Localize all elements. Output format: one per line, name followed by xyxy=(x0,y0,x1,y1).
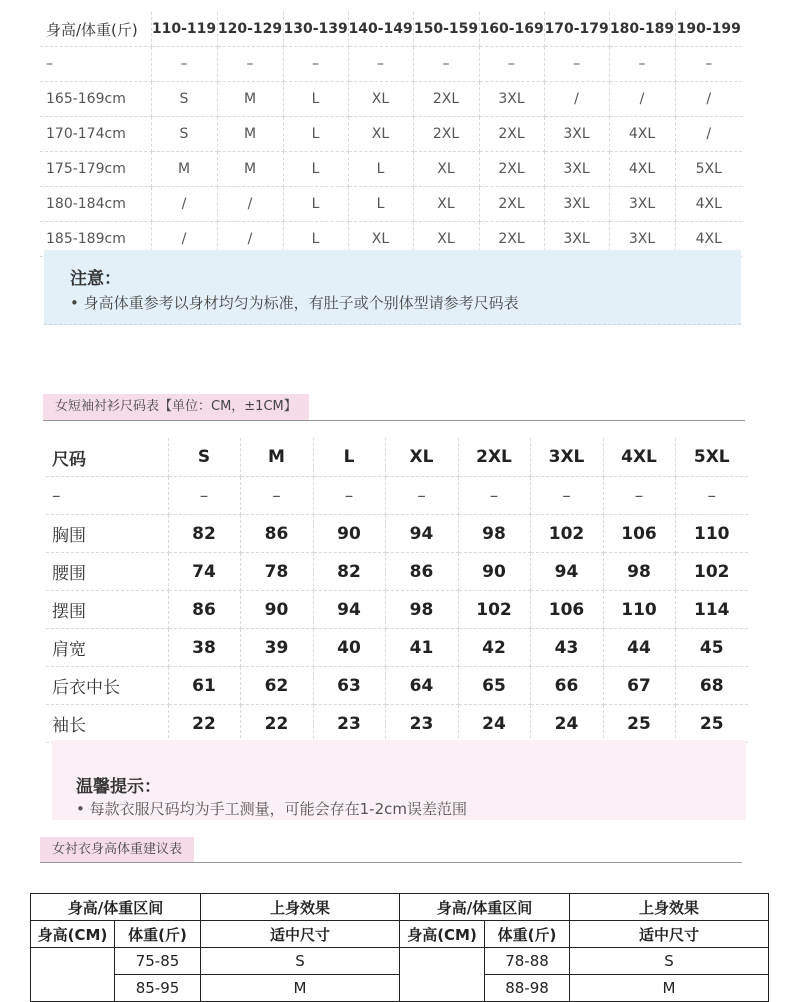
table-cell: XL xyxy=(413,187,479,222)
tip-box xyxy=(52,740,746,820)
header-cell: 适中尺寸 xyxy=(570,921,769,948)
table-row xyxy=(46,477,748,515)
table-cell: 4XL xyxy=(609,152,675,187)
section-title-recommendation: 女衬衣身高体重建议表 xyxy=(40,837,194,863)
table-cell: 102 xyxy=(458,591,530,629)
header-cell: 4XL xyxy=(603,438,675,477)
table-cell: 4XL xyxy=(675,222,742,257)
table-cell: – xyxy=(313,477,385,515)
table-cell: 102 xyxy=(530,515,603,553)
header-cell: 170-179 xyxy=(544,12,609,47)
table-cell: – xyxy=(603,477,675,515)
table-cell xyxy=(31,948,115,1002)
table-header-row xyxy=(40,12,742,47)
table-cell: 106 xyxy=(603,515,675,553)
header-cell: 5XL xyxy=(675,438,748,477)
table-cell: 3XL xyxy=(609,222,675,257)
table-cell: 44 xyxy=(603,629,675,667)
table-cell: – xyxy=(168,477,240,515)
table-cell: 22 xyxy=(240,705,313,743)
header-cell: 130-139 xyxy=(283,12,348,47)
table-row xyxy=(46,515,748,553)
table-cell: 106 xyxy=(530,591,603,629)
table-cell: S xyxy=(201,948,400,975)
table-cell: / xyxy=(544,82,609,117)
table-cell: 68 xyxy=(675,667,748,705)
table-row xyxy=(46,591,748,629)
table-cell: – xyxy=(151,47,217,82)
table-cell: M xyxy=(151,152,217,187)
table-cell: / xyxy=(217,187,283,222)
table-cell: – xyxy=(675,47,742,82)
table-cell: XL xyxy=(348,222,413,257)
row-label: 胸围 xyxy=(46,515,168,553)
table-cell: 42 xyxy=(458,629,530,667)
table-cell: 24 xyxy=(530,705,603,743)
table-cell: 3XL xyxy=(544,117,609,152)
table-cell: – xyxy=(675,477,748,515)
table-cell: 40 xyxy=(313,629,385,667)
table-cell: 3XL xyxy=(544,222,609,257)
table-cell: L xyxy=(283,117,348,152)
header-cell: 160-169 xyxy=(479,12,544,47)
table-row xyxy=(46,667,748,705)
table-cell: 25 xyxy=(675,705,748,743)
table-cell: / xyxy=(217,222,283,257)
header-cell: 180-189 xyxy=(609,12,675,47)
row-label: 腰围 xyxy=(46,553,168,591)
table-row xyxy=(40,47,742,82)
table-cell: M xyxy=(217,117,283,152)
header-cell: 140-149 xyxy=(348,12,413,47)
table-cell: 90 xyxy=(240,591,313,629)
table-cell: 102 xyxy=(675,553,748,591)
table-cell: 25 xyxy=(603,705,675,743)
table-cell: 78 xyxy=(240,553,313,591)
header-cell: 120-129 xyxy=(217,12,283,47)
table-cell: 98 xyxy=(385,591,458,629)
header-cell: 2XL xyxy=(458,438,530,477)
row-label: 后衣中长 xyxy=(46,667,168,705)
header-cell: 身高(CM) xyxy=(31,921,115,948)
table-cell: 110 xyxy=(675,515,748,553)
table-cell: 82 xyxy=(168,515,240,553)
header-cell: 3XL xyxy=(530,438,603,477)
row-label: 165-169cm xyxy=(40,82,151,117)
table-cell: 24 xyxy=(458,705,530,743)
header-cell: 190-199 xyxy=(675,12,742,47)
header-cell: 身高/体重区间 xyxy=(400,894,570,921)
table-cell: M xyxy=(217,82,283,117)
table-cell: – xyxy=(385,477,458,515)
table-cell: 61 xyxy=(168,667,240,705)
table-row xyxy=(46,705,748,743)
header-cell: 尺码 xyxy=(46,438,168,477)
header-cell: 身高/体重(斤) xyxy=(40,12,151,47)
table-cell: 2XL xyxy=(413,117,479,152)
table-cell: 86 xyxy=(168,591,240,629)
header-cell: 身高(CM) xyxy=(400,921,485,948)
table-cell: 4XL xyxy=(609,117,675,152)
note-box xyxy=(44,250,741,325)
header-cell: 体重(斤) xyxy=(115,921,201,948)
table-cell: 63 xyxy=(313,667,385,705)
table-cell: M xyxy=(570,975,769,1002)
table-cell: 98 xyxy=(603,553,675,591)
table-cell: L xyxy=(283,222,348,257)
table-cell: 64 xyxy=(385,667,458,705)
table-cell: – xyxy=(240,477,313,515)
table-cell: 3XL xyxy=(609,187,675,222)
table-cell: 86 xyxy=(385,553,458,591)
section-divider xyxy=(43,420,745,421)
header-cell: 150-159 xyxy=(413,12,479,47)
table-cell: 85-95 xyxy=(115,975,201,1002)
header-cell: 110-119 xyxy=(151,12,217,47)
row-label: 肩宽 xyxy=(46,629,168,667)
table-cell: 65 xyxy=(458,667,530,705)
table-cell: / xyxy=(151,187,217,222)
table-cell: – xyxy=(348,47,413,82)
table-cell: 2XL xyxy=(479,117,544,152)
row-label: 175-179cm xyxy=(40,152,151,187)
table-cell: 67 xyxy=(603,667,675,705)
recommendation-table xyxy=(30,893,769,1002)
row-label: – xyxy=(40,47,151,82)
row-label: – xyxy=(46,477,168,515)
table-cell: / xyxy=(675,117,742,152)
table-cell: S xyxy=(570,948,769,975)
table-cell: 90 xyxy=(313,515,385,553)
table-cell: L xyxy=(348,187,413,222)
header-cell: XL xyxy=(385,438,458,477)
table-cell: 4XL xyxy=(675,187,742,222)
table-cell: XL xyxy=(413,152,479,187)
table-cell: 3XL xyxy=(544,187,609,222)
table-cell: 3XL xyxy=(544,152,609,187)
note-text: • 身高体重参考以身材均匀为标准，有肚子或个别体型请参考尺码表 xyxy=(70,294,519,312)
row-label: 摆围 xyxy=(46,591,168,629)
table-cell: 22 xyxy=(168,705,240,743)
table-cell: – xyxy=(413,47,479,82)
table-cell: – xyxy=(609,47,675,82)
table-header-row xyxy=(46,438,748,477)
table-cell: 41 xyxy=(385,629,458,667)
table-cell: 5XL xyxy=(675,152,742,187)
table-cell: 62 xyxy=(240,667,313,705)
table-cell: 94 xyxy=(385,515,458,553)
table-cell: 94 xyxy=(313,591,385,629)
header-cell: L xyxy=(313,438,385,477)
table-cell: 43 xyxy=(530,629,603,667)
table-cell: 23 xyxy=(313,705,385,743)
table-cell: 75-85 xyxy=(115,948,201,975)
table-cell: 2XL xyxy=(413,82,479,117)
table-cell: S xyxy=(151,82,217,117)
table-cell xyxy=(400,948,485,1002)
table-cell: 98 xyxy=(458,515,530,553)
header-cell: 上身效果 xyxy=(570,894,769,921)
table-cell: – xyxy=(458,477,530,515)
table-cell: / xyxy=(609,82,675,117)
table-cell: – xyxy=(479,47,544,82)
table-cell: 2XL xyxy=(479,187,544,222)
table-row xyxy=(40,187,742,222)
table-cell: L xyxy=(348,152,413,187)
size-chart-table xyxy=(46,438,748,743)
table-cell: M xyxy=(217,152,283,187)
table-cell: 94 xyxy=(530,553,603,591)
table-row xyxy=(46,629,748,667)
table-row xyxy=(46,553,748,591)
table-row xyxy=(31,948,769,975)
table-header-row xyxy=(31,894,769,921)
header-cell: 适中尺寸 xyxy=(201,921,400,948)
table-cell: 74 xyxy=(168,553,240,591)
table-cell: 23 xyxy=(385,705,458,743)
table-cell: 78-88 xyxy=(485,948,570,975)
section-title-size-chart: 女短袖衬衫尺码表【单位：CM，±1CM】 xyxy=(43,394,309,420)
header-cell: 上身效果 xyxy=(201,894,400,921)
table-cell: / xyxy=(675,82,742,117)
row-label: 170-174cm xyxy=(40,117,151,152)
table-cell: 86 xyxy=(240,515,313,553)
note-title: 注意： xyxy=(70,269,121,289)
table-cell: / xyxy=(151,222,217,257)
table-cell: L xyxy=(283,187,348,222)
table-cell: – xyxy=(283,47,348,82)
table-cell: 90 xyxy=(458,553,530,591)
table-cell: 3XL xyxy=(479,82,544,117)
table-cell: L xyxy=(283,82,348,117)
table-cell: – xyxy=(544,47,609,82)
tip-text: • 每款衣服尺码均为手工测量，可能会存在1-2cm误差范围 xyxy=(76,800,467,818)
table-cell: 82 xyxy=(313,553,385,591)
header-cell: 体重(斤) xyxy=(485,921,570,948)
table-row xyxy=(40,82,742,117)
height-weight-table xyxy=(40,12,742,257)
tip-title: 温馨提示： xyxy=(76,777,161,797)
table-cell: 2XL xyxy=(479,152,544,187)
table-cell: M xyxy=(201,975,400,1002)
table-cell: XL xyxy=(413,222,479,257)
table-cell: 38 xyxy=(168,629,240,667)
table-row xyxy=(40,152,742,187)
header-cell: 身高/体重区间 xyxy=(31,894,201,921)
table-cell: 39 xyxy=(240,629,313,667)
table-cell: – xyxy=(530,477,603,515)
table-subheader-row xyxy=(31,921,769,948)
section-divider xyxy=(40,862,742,863)
row-label: 185-189cm xyxy=(40,222,151,257)
header-cell: M xyxy=(240,438,313,477)
row-label: 袖长 xyxy=(46,705,168,743)
table-cell: L xyxy=(283,152,348,187)
table-cell: XL xyxy=(348,117,413,152)
table-cell: 110 xyxy=(603,591,675,629)
table-cell: 88-98 xyxy=(485,975,570,1002)
row-label: 180-184cm xyxy=(40,187,151,222)
header-cell: S xyxy=(168,438,240,477)
table-cell: 2XL xyxy=(479,222,544,257)
table-row xyxy=(40,117,742,152)
table-cell: 45 xyxy=(675,629,748,667)
table-cell: 66 xyxy=(530,667,603,705)
table-cell: – xyxy=(217,47,283,82)
table-cell: S xyxy=(151,117,217,152)
table-cell: XL xyxy=(348,82,413,117)
table-cell: 114 xyxy=(675,591,748,629)
